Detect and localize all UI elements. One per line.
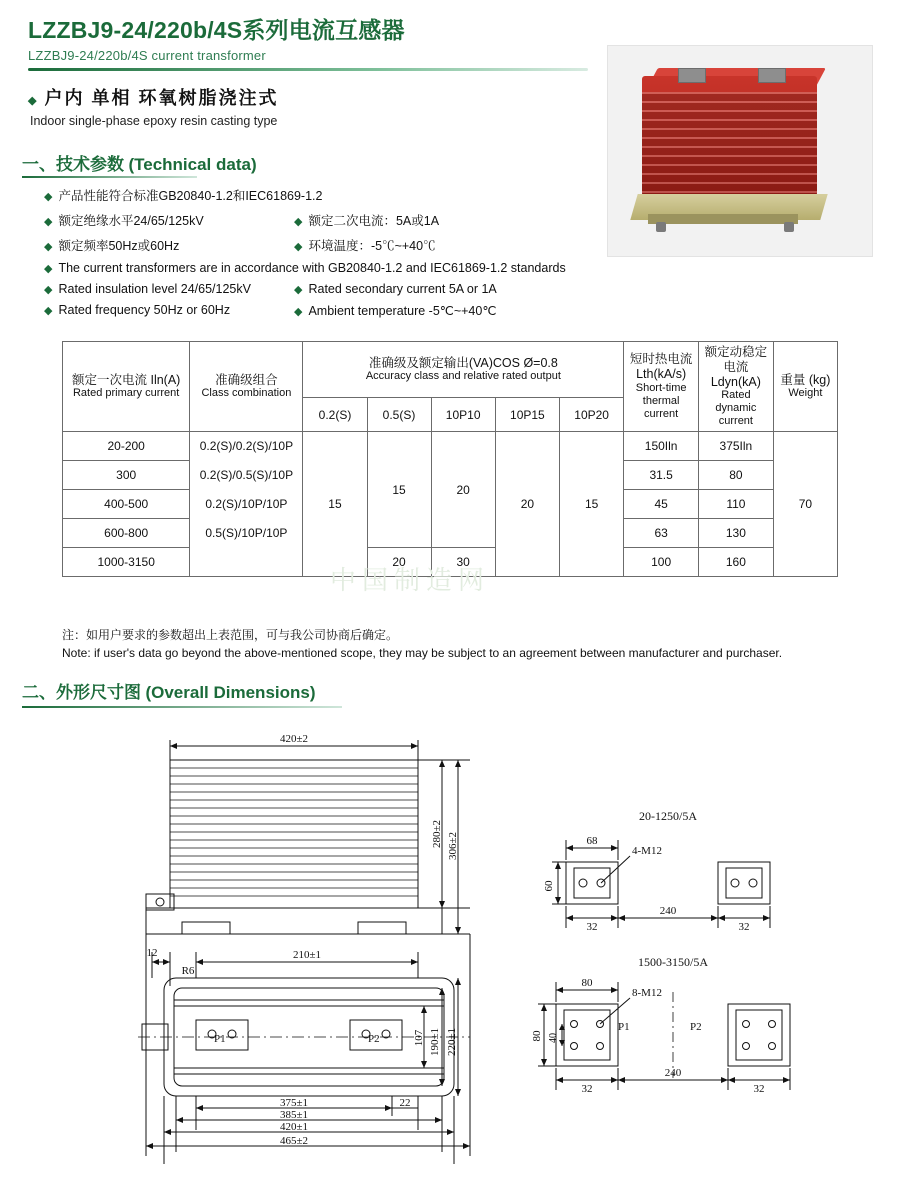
label-8-m12: 8-M12 [632,987,662,999]
diamond-icon: ◆ [294,306,303,318]
diamond-icon: ◆ [44,284,53,296]
cell-dynamic: 80 [699,461,774,490]
spec-row: ◆ The current transformers are in accordance with GB20840-1.2 and IEC61869-1.2 standards [44,261,566,275]
th-col-02s: 0.2(S) [303,398,367,432]
spec-list [44,186,784,325]
label-p2-bottom: P2 [368,1033,380,1045]
photo-terminal-2 [758,68,786,83]
table-row [63,548,838,577]
diamond-icon: ◆ [294,284,303,296]
th-class-combination: 准确级组合 Class combination [190,342,303,432]
cell-class-empty [190,548,303,577]
cell-thermal: 150Iln [624,432,699,461]
th-primary-current: 额定一次电流 Iln(A) Rated primary current [63,342,190,432]
cell-thermal: 100 [624,548,699,577]
dim-68: 68 [586,835,598,847]
dim-385: 385±1 [279,1109,309,1121]
dim-80-top: 80 [581,977,593,989]
diamond-icon: ◆ [294,216,303,228]
cell-class: 0.2(S)/0.2(S)/10P [190,432,303,461]
cell-dynamic: 130 [699,519,774,548]
dim-220: 220±1 [446,1027,458,1057]
product-type-en: Indoor single-phase epoxy resin casting type [30,114,278,128]
dim-32b-large: 32 [753,1083,765,1095]
dim-12: 12 [146,947,158,959]
spec-row: ◆ Rated insulation level 24/65/125kV ◆ Rated secondary current 5A or 1A [44,282,497,296]
label-p1-term: P1 [618,1021,630,1033]
diamond-icon: ◆ [44,263,53,275]
cell-thermal: 31.5 [624,461,699,490]
th-dynamic-current: 额定动稳定电流 Ldyn(kA) Rated dynamic current [699,342,774,432]
cell-weight: 70 [773,432,837,577]
page-title: LZZBJ9-24/220b/4S系列电流互感器 [28,17,405,43]
cell-05s-bottom: 20 [367,548,431,577]
label-p1-bottom: P1 [214,1033,226,1045]
diamond-icon: ◆ [44,191,53,203]
section2-divider [22,706,342,708]
table-row [63,432,838,461]
cell-class: 0.2(S)/0.5(S)/10P [190,461,303,490]
header-divider [28,68,588,71]
label-p2-term: P2 [690,1021,702,1033]
dimension-drawing [0,716,900,1186]
cell-primary: 400-500 [63,490,190,519]
label-4-m12: 4-M12 [632,845,662,857]
th-col-05s: 0.5(S) [367,398,431,432]
diamond-icon: ◆ [44,216,53,228]
cell-thermal: 45 [624,490,699,519]
th-accuracy-output: 准确级及额定输出(VA)COS Ø=0.8 Accuracy class and relative rated output [303,342,624,398]
product-type-cn: ◆ 户内 单相 环氧树脂浇注式 [28,88,279,108]
photo-terminal-1 [678,68,706,83]
section-technical-data-title: 一、技术参数 (Technical data) [22,155,257,174]
spec-row: ◆ 额定频率50Hz或60Hz ◆ 环境温度：-5℃~+40℃ [44,239,436,253]
note-en: Note: if user's data go beyond the above-mentioned scope, they may be subject to an agreement between manufacturer and purchaser. [62,646,783,660]
dim-22: 22 [399,1097,411,1109]
dim-80-side: 80 [531,1030,543,1042]
cell-10p10-bottom: 30 [431,548,495,577]
cell-dynamic: 110 [699,490,774,519]
dim-375: 375±1 [279,1097,309,1109]
dim-32a-small: 32 [586,921,598,933]
dim-107: 107 [413,1029,425,1047]
section-dimensions-title: 二、外形尺寸图 (Overall Dimensions) [22,683,316,702]
cell-primary: 20-200 [63,432,190,461]
cell-primary: 600-800 [63,519,190,548]
cell-class: 0.5(S)/10P/10P [190,519,303,548]
spec-row: ◆ 额定绝缘水平24/65/125kV ◆ 额定二次电流：5A或1A [44,214,440,228]
dim-210: 210±1 [292,949,322,961]
diamond-icon: ◆ [44,305,53,317]
spec-row: ◆ 产品性能符合标准GB20840-1.2和IEC61869-1.2 [44,189,323,203]
dim-32b-small: 32 [738,921,750,933]
photo-fins [642,92,817,196]
term-large-title: 1500-3150/5A [638,955,708,969]
dim-240-small: 240 [659,905,677,917]
th-weight: 重量 (kg) Weight [773,342,837,432]
spec-table [62,341,838,577]
th-col-10p10: 10P10 [431,398,495,432]
cell-class: 0.2(S)/10P/10P [190,490,303,519]
table-head [63,342,838,432]
dim-front-h1: 280±2 [431,819,443,849]
diamond-icon: ◆ [294,241,303,253]
dim-r6: R6 [181,965,195,977]
photo-pin-right [784,222,794,232]
page-subtitle: LZZBJ9-24/220b/4S current transformer [28,48,266,64]
cell-primary: 1000-3150 [63,548,190,577]
th-col-10p20: 10P20 [560,398,624,432]
dim-465: 465±2 [279,1135,309,1147]
cell-10p20: 15 [560,432,624,577]
dim-60: 60 [543,880,555,892]
spec-row: ◆ Rated frequency 50Hz or 60Hz ◆ Ambient temperature -5℃~+40℃ [44,303,497,318]
term-small-title: 20-1250/5A [639,809,697,823]
table-body [63,432,838,577]
dim-32a-large: 32 [581,1083,593,1095]
dim-190: 190±1 [429,1027,441,1057]
product-type [28,84,588,128]
watermark: 中国制造网 [330,565,491,595]
dim-40: 40 [548,1033,559,1043]
cell-dynamic: 375Iln [699,432,774,461]
dim-front-h2: 306±2 [447,831,459,861]
th-thermal-current: 短时热电流 Lth(kA/s) Short-time thermal current [624,342,699,432]
section1-divider [22,176,197,178]
cell-thermal: 63 [624,519,699,548]
cell-02s: 15 [303,432,367,577]
diamond-icon: ◆ [44,241,53,253]
cell-10p15: 20 [495,432,559,577]
cell-primary: 300 [63,461,190,490]
diamond-icon: ◆ [28,95,39,107]
document-header [28,18,588,71]
table-note [62,626,852,662]
dim-420: 420±1 [279,1121,309,1133]
dim-240-large: 240 [664,1067,682,1079]
cell-dynamic: 160 [699,548,774,577]
dim-front-width: 420±2 [279,733,309,745]
cell-05s-top: 15 [367,432,431,548]
th-col-10p15: 10P15 [495,398,559,432]
cell-10p10-top: 20 [431,432,495,548]
note-cn: 注：如用户要求的参数超出上表范围，可与我公司协商后确定。 [62,628,399,642]
